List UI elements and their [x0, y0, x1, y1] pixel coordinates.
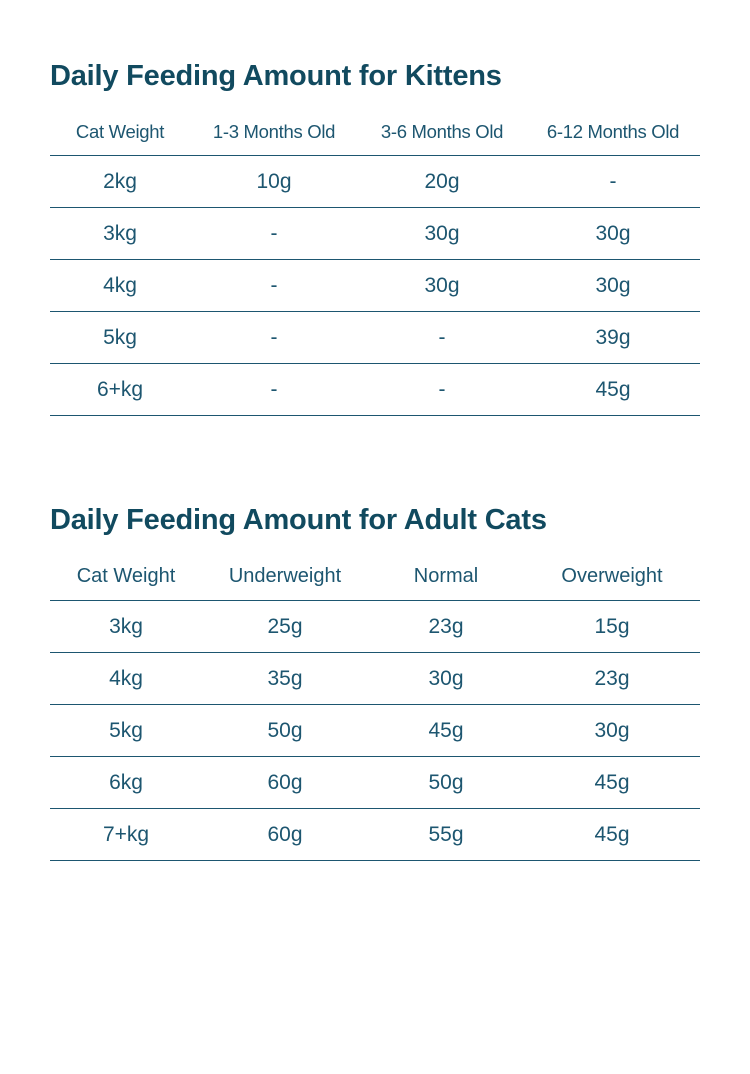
- table-row: [50, 757, 700, 809]
- cell-amount: 30g: [358, 260, 526, 312]
- cell-amount: -: [190, 312, 358, 364]
- table-row: [50, 312, 700, 364]
- table-row: [50, 653, 700, 705]
- cell-weight: 7+kg: [50, 809, 202, 861]
- cell-amount: 55g: [368, 809, 524, 861]
- column-header-cat-weight: Cat Weight: [50, 115, 190, 156]
- column-header-normal: Normal: [368, 559, 524, 601]
- adult-table-head: [50, 559, 700, 601]
- table-row: [50, 156, 700, 208]
- cell-amount: 25g: [202, 601, 368, 653]
- kitten-table-head: [50, 115, 700, 156]
- cell-weight: 6+kg: [50, 364, 190, 416]
- cell-amount: -: [358, 364, 526, 416]
- table-row: [50, 208, 700, 260]
- table-header-row: [50, 559, 700, 601]
- cell-weight: 5kg: [50, 705, 202, 757]
- kitten-feeding-table: [50, 115, 700, 416]
- cell-amount: 60g: [202, 757, 368, 809]
- cell-amount: 15g: [524, 601, 700, 653]
- kitten-table-body: [50, 156, 700, 416]
- cell-amount: 20g: [358, 156, 526, 208]
- cell-weight: 2kg: [50, 156, 190, 208]
- cell-weight: 6kg: [50, 757, 202, 809]
- adult-section-title: Daily Feeding Amount for Adult Cats: [50, 504, 547, 537]
- cell-amount: -: [526, 156, 700, 208]
- cell-amount: 35g: [202, 653, 368, 705]
- adult-feeding-section: [50, 484, 700, 861]
- kitten-section-title: Daily Feeding Amount for Kittens: [50, 60, 502, 93]
- cell-weight: 3kg: [50, 601, 202, 653]
- table-row: [50, 809, 700, 861]
- cell-amount: 39g: [526, 312, 700, 364]
- cell-amount: 45g: [368, 705, 524, 757]
- cell-amount: 50g: [368, 757, 524, 809]
- table-header-row: [50, 115, 700, 156]
- cell-amount: 30g: [526, 260, 700, 312]
- column-header-6-12-months: 6-12 Months Old: [526, 115, 700, 156]
- cell-amount: 45g: [524, 757, 700, 809]
- table-row: [50, 601, 700, 653]
- table-row: [50, 364, 700, 416]
- adult-feeding-table: [50, 559, 700, 861]
- table-row: [50, 260, 700, 312]
- cell-amount: 30g: [358, 208, 526, 260]
- column-header-overweight: Overweight: [524, 559, 700, 601]
- cell-amount: 30g: [524, 705, 700, 757]
- cell-amount: 30g: [526, 208, 700, 260]
- cell-amount: 50g: [202, 705, 368, 757]
- cell-amount: -: [190, 208, 358, 260]
- cell-amount: 30g: [368, 653, 524, 705]
- column-header-1-3-months: 1-3 Months Old: [190, 115, 358, 156]
- cell-amount: 60g: [202, 809, 368, 861]
- kitten-feeding-section: [50, 24, 700, 416]
- cell-amount: 23g: [524, 653, 700, 705]
- adult-table-body: [50, 601, 700, 861]
- cell-weight: 3kg: [50, 208, 190, 260]
- column-header-3-6-months: 3-6 Months Old: [358, 115, 526, 156]
- cell-amount: 45g: [526, 364, 700, 416]
- feeding-guide-page: [0, 24, 750, 1074]
- cell-weight: 5kg: [50, 312, 190, 364]
- column-header-underweight: Underweight: [202, 559, 368, 601]
- cell-amount: -: [190, 260, 358, 312]
- cell-amount: 45g: [524, 809, 700, 861]
- cell-amount: -: [358, 312, 526, 364]
- section-spacer: [50, 416, 700, 460]
- cell-weight: 4kg: [50, 260, 190, 312]
- cell-weight: 4kg: [50, 653, 202, 705]
- cell-amount: 10g: [190, 156, 358, 208]
- cell-amount: -: [190, 364, 358, 416]
- column-header-cat-weight: Cat Weight: [50, 559, 202, 601]
- table-row: [50, 705, 700, 757]
- cell-amount: 23g: [368, 601, 524, 653]
